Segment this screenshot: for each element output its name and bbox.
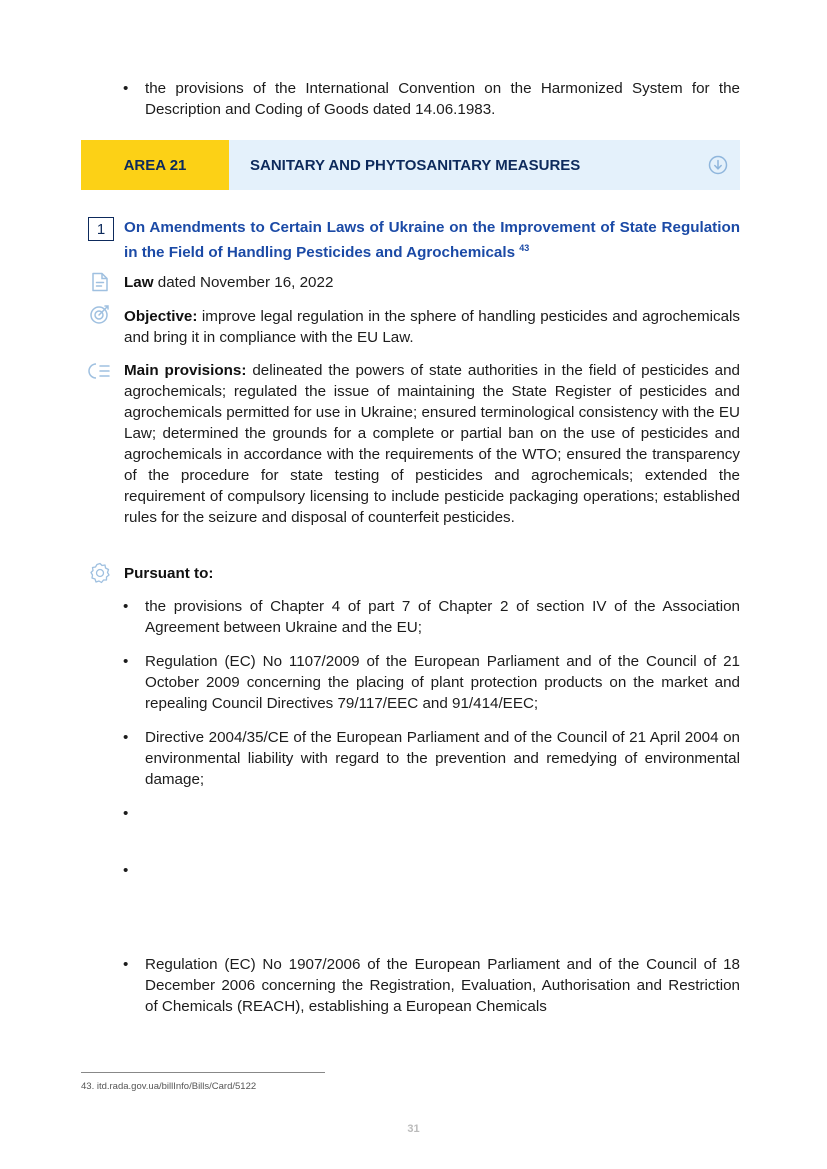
objective-text: improve legal regulation in the sphere of handling pesticides and agrochemicals and bring it in compliance with the EU Law. <box>124 308 740 346</box>
item-title-text: On Amendments to Certain Laws of Ukraine on the Improvement of State Regulation in the Field of Handling Pesticides and Agrochemicals <box>124 219 740 262</box>
area-banner <box>81 140 740 190</box>
bullet-marker: • <box>123 729 129 746</box>
bullet-marker: • <box>123 862 129 879</box>
arrow-down-circle-icon[interactable] <box>708 155 728 175</box>
list-item <box>123 803 740 824</box>
list-item <box>123 954 740 1017</box>
list-item <box>123 78 740 120</box>
target-icon <box>88 302 112 326</box>
item-title <box>124 217 740 263</box>
page-number: 31 <box>407 1123 420 1135</box>
main-provisions-text: delineated the powers of state authorities in the field of pesticides and agrochemicals; regulated the issue of maintaining the State Register of pesticides and agrochemicals permitted for use in Ukraine; ensured terminological consistency with the EU Law; determined the grounds for a complete or partial ban on the use of pesticides and agrochemicals in accordance with the requirements of the WTO; ensured the transparency of the procedure for state testing of pesticides and agrochemicals; extended the requirement of compulsory licensing to include pesticide packaging operations; established rules for the seizure and disposal of counterfeit pesticides. <box>124 362 740 526</box>
area-title-bar <box>229 140 740 190</box>
bullet-marker: • <box>123 598 129 615</box>
list-item <box>123 651 740 714</box>
objective-paragraph <box>124 306 740 348</box>
bullet-text: the provisions of the International Convention on the Harmonized System for the Description and Coding of Goods dated 14.06.1983. <box>145 80 740 118</box>
main-provisions-paragraph <box>124 360 740 528</box>
pursuant-heading <box>124 563 740 584</box>
bullet-text <box>145 860 740 881</box>
bullet-text: Directive 2004/35/CE of the European Parliament and of the Council of 21 April 2004 on environmental liability with regard to the prevention and remedying of environmental damage; <box>145 729 740 788</box>
law-date: dated November 16, 2022 <box>153 274 334 291</box>
main-provisions-label: Main provisions: <box>124 362 247 379</box>
bullet-text: the provisions of Chapter 4 of part 7 of Chapter 2 of section IV of the Association Agreement between Ukraine and the EU; <box>145 598 740 636</box>
objective-label: Objective: <box>124 308 198 325</box>
item-number: 1 <box>88 217 114 241</box>
pursuant-label: Pursuant to: <box>124 565 214 582</box>
area-title: SANITARY AND PHYTOSANITARY MEASURES <box>250 156 581 174</box>
area-label: AREA 21 <box>81 140 229 190</box>
list-item <box>123 860 740 881</box>
bullet-marker: • <box>123 956 129 973</box>
list-item <box>123 596 740 638</box>
footnote-ref[interactable]: 43 <box>519 243 530 253</box>
document-icon <box>88 270 112 294</box>
bullet-marker: • <box>123 80 129 97</box>
bullet-text <box>145 803 740 824</box>
list-icon <box>88 359 112 383</box>
bullet-text: Regulation (EC) No 1107/2009 of the European Parliament and of the Council of 21 October 2009 concerning the placing of plant protection products on the market and repealing Council Directives 79/117/EEC and 91/414/EEC; <box>145 653 740 712</box>
gear-icon <box>88 561 112 585</box>
bullet-text: Regulation (EC) No 1907/2006 of the European Parliament and of the Council of 18 December 2006 concerning the Registration, Evaluation, Authorisation and Restriction of Chemicals (REACH), establishing a European Chemicals <box>145 956 740 1015</box>
bullet-marker: • <box>123 805 129 822</box>
footnote: 43. itd.rada.gov.ua/billInfo/Bills/Card/5122 <box>81 1081 257 1092</box>
law-line <box>124 272 740 293</box>
bullet-marker: • <box>123 653 129 670</box>
list-item <box>123 727 740 790</box>
footnote-divider <box>81 1072 325 1073</box>
law-label: Law <box>124 274 154 291</box>
